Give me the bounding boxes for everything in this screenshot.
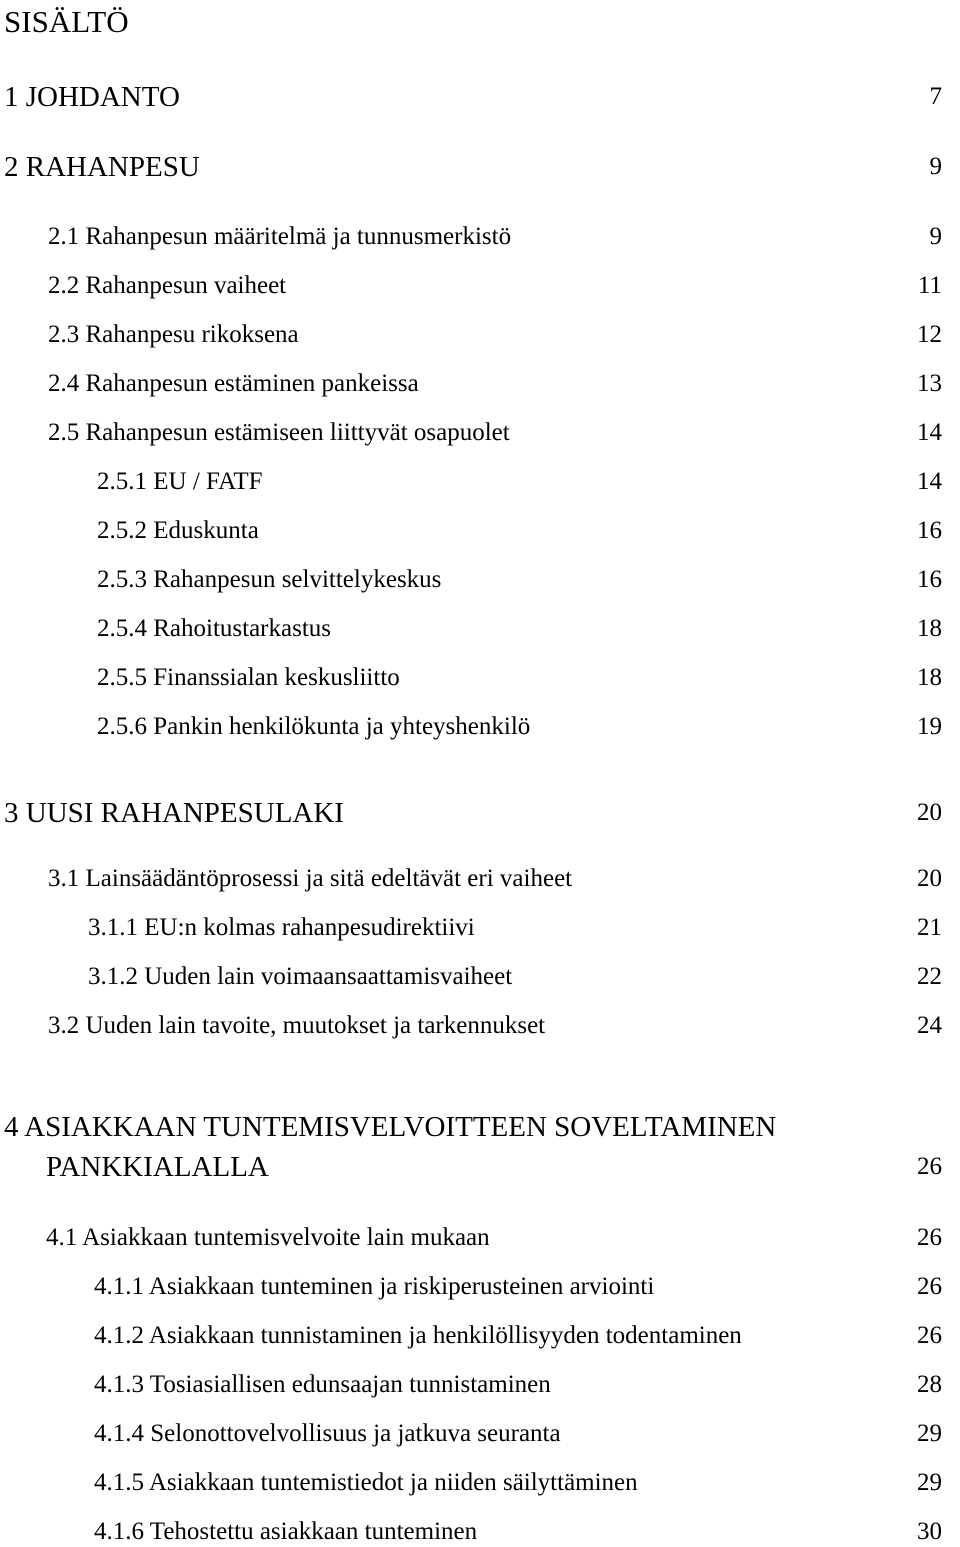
toc-entry-2-5-5 <box>0 663 960 693</box>
toc-entry-3-1-1 <box>0 913 960 943</box>
toc-entry-label: 2.5 Rahanpesun estämiseen liittyvät osapuolet <box>48 419 510 446</box>
toc-entry-page: 9 <box>929 153 942 180</box>
toc-entry-label: 3 UUSI RAHANPESULAKI <box>4 797 344 829</box>
toc-entry-2 <box>0 150 960 184</box>
toc-entry-2-5 <box>0 418 960 448</box>
toc-entry-label: 4.1.3 Tosiasiallisen edunsaajan tunnistaminen <box>94 1371 551 1398</box>
toc-entry-page: 16 <box>917 566 942 593</box>
toc-entry-label: 2.5.2 Eduskunta <box>97 517 259 544</box>
toc-entry-1 <box>0 80 960 114</box>
toc-heading: SISÄLTÖ <box>4 4 129 39</box>
toc-entry-2-5-1 <box>0 467 960 497</box>
toc-entry-label: 4.1.5 Asiakkaan tuntemistiedot ja niiden säilyttäminen <box>94 1469 638 1496</box>
toc-entry-page: 18 <box>917 615 942 642</box>
toc-entry-4-1 <box>0 1223 960 1253</box>
toc-entry-page: 29 <box>917 1469 942 1496</box>
toc-entry-4-1-5 <box>0 1468 960 1498</box>
toc-entry-3-1-2 <box>0 962 960 992</box>
toc-entry-2-5-6 <box>0 712 960 742</box>
toc-entry-page: 26 <box>917 1153 942 1180</box>
toc-entry-2-2 <box>0 271 960 301</box>
toc-entry-4-1-2 <box>0 1321 960 1351</box>
toc-entry-page: 20 <box>917 865 942 892</box>
toc-entry-2-5-4 <box>0 614 960 644</box>
toc-entry-page: 26 <box>917 1322 942 1349</box>
toc-entry-page: 16 <box>917 517 942 544</box>
toc-entry-label: 3.1.2 Uuden lain voimaansaattamisvaiheet <box>88 963 513 990</box>
toc-entry-label: 2.3 Rahanpesu rikoksena <box>48 321 299 348</box>
toc-entry-label: 2.5.4 Rahoitustarkastus <box>97 615 332 642</box>
toc-entry-label: 1 JOHDANTO <box>4 81 180 113</box>
toc-entry-2-5-3 <box>0 565 960 595</box>
toc-entry-4 <box>0 1110 960 1144</box>
toc-entry-label: 4.1.2 Asiakkaan tunnistaminen ja henkilöllisyyden todentaminen <box>94 1322 742 1349</box>
toc-entry-page: 21 <box>917 914 942 941</box>
toc-entry-page: 14 <box>917 468 942 495</box>
toc-entry-label: 2.2 Rahanpesun vaiheet <box>48 272 287 299</box>
toc-entry-label: PANKKIALALLA <box>46 1151 269 1183</box>
toc-entry-page: 24 <box>917 1012 942 1039</box>
toc-entry-label: 4.1 Asiakkaan tuntemisvelvoite lain mukaan <box>46 1224 490 1251</box>
toc-entry-label: 2.5.3 Rahanpesun selvittelykeskus <box>97 566 442 593</box>
toc-entry-2-5-2 <box>0 516 960 546</box>
toc-entry-label: 2.5.1 EU / FATF <box>97 468 263 495</box>
toc-entry-page: 30 <box>917 1518 942 1545</box>
toc-entry-page: 7 <box>929 83 942 110</box>
toc-entry-2-4 <box>0 369 960 399</box>
toc-entry-page: 14 <box>917 419 942 446</box>
toc-entry-4-continued <box>0 1150 960 1184</box>
toc-entry-4-1-3 <box>0 1370 960 1400</box>
toc-entry-page: 13 <box>917 370 942 397</box>
toc-entry-3-2 <box>0 1011 960 1041</box>
toc-entry-label: 2 RAHANPESU <box>4 151 200 183</box>
toc-entry-label: 4.1.1 Asiakkaan tunteminen ja riskiperusteinen arviointi <box>94 1273 655 1300</box>
toc-entry-label: 2.5.6 Pankin henkilökunta ja yhteyshenkilö <box>97 713 531 740</box>
toc-entry-page: 22 <box>917 963 942 990</box>
toc-entry-page: 28 <box>917 1371 942 1398</box>
toc-entry-label: 4.1.6 Tehostettu asiakkaan tunteminen <box>94 1518 478 1545</box>
toc-entry-page: 9 <box>929 223 942 250</box>
toc-entry-page: 29 <box>917 1420 942 1447</box>
toc-entry-3 <box>0 796 960 830</box>
toc-entry-label: 2.5.5 Finanssialan keskusliitto <box>97 664 400 691</box>
toc-entry-page: 18 <box>917 664 942 691</box>
toc-entry-label: 4.1.4 Selonottovelvollisuus ja jatkuva seuranta <box>94 1420 561 1447</box>
toc-entry-page: 20 <box>917 799 942 826</box>
toc-entry-2-3 <box>0 320 960 350</box>
toc-entry-label: 3.2 Uuden lain tavoite, muutokset ja tarkennukset <box>48 1012 546 1039</box>
toc-entry-label: 3.1.1 EU:n kolmas rahanpesudirektiivi <box>88 914 475 941</box>
toc-entry-page: 26 <box>917 1273 942 1300</box>
toc-entry-label: 3.1 Lainsäädäntöprosessi ja sitä edeltävät eri vaiheet <box>48 865 573 892</box>
toc-entry-label: 2.1 Rahanpesun määritelmä ja tunnusmerkistö <box>48 223 512 250</box>
toc-entry-page: 11 <box>917 272 942 299</box>
toc-entry-page: 26 <box>917 1224 942 1251</box>
toc-entry-3-1 <box>0 864 960 894</box>
toc-entry-2-1 <box>0 222 960 252</box>
toc-entry-label: 2.4 Rahanpesun estäminen pankeissa <box>48 370 419 397</box>
toc-entry-page: 19 <box>917 713 942 740</box>
toc-entry-label: 4 ASIAKKAAN TUNTEMISVELVOITTEEN SOVELTAMINEN <box>4 1111 777 1143</box>
toc-entry-4-1-6 <box>0 1517 960 1547</box>
toc-entry-page: 12 <box>917 321 942 348</box>
toc-entry-4-1-1 <box>0 1272 960 1302</box>
toc-entry-4-1-4 <box>0 1419 960 1449</box>
